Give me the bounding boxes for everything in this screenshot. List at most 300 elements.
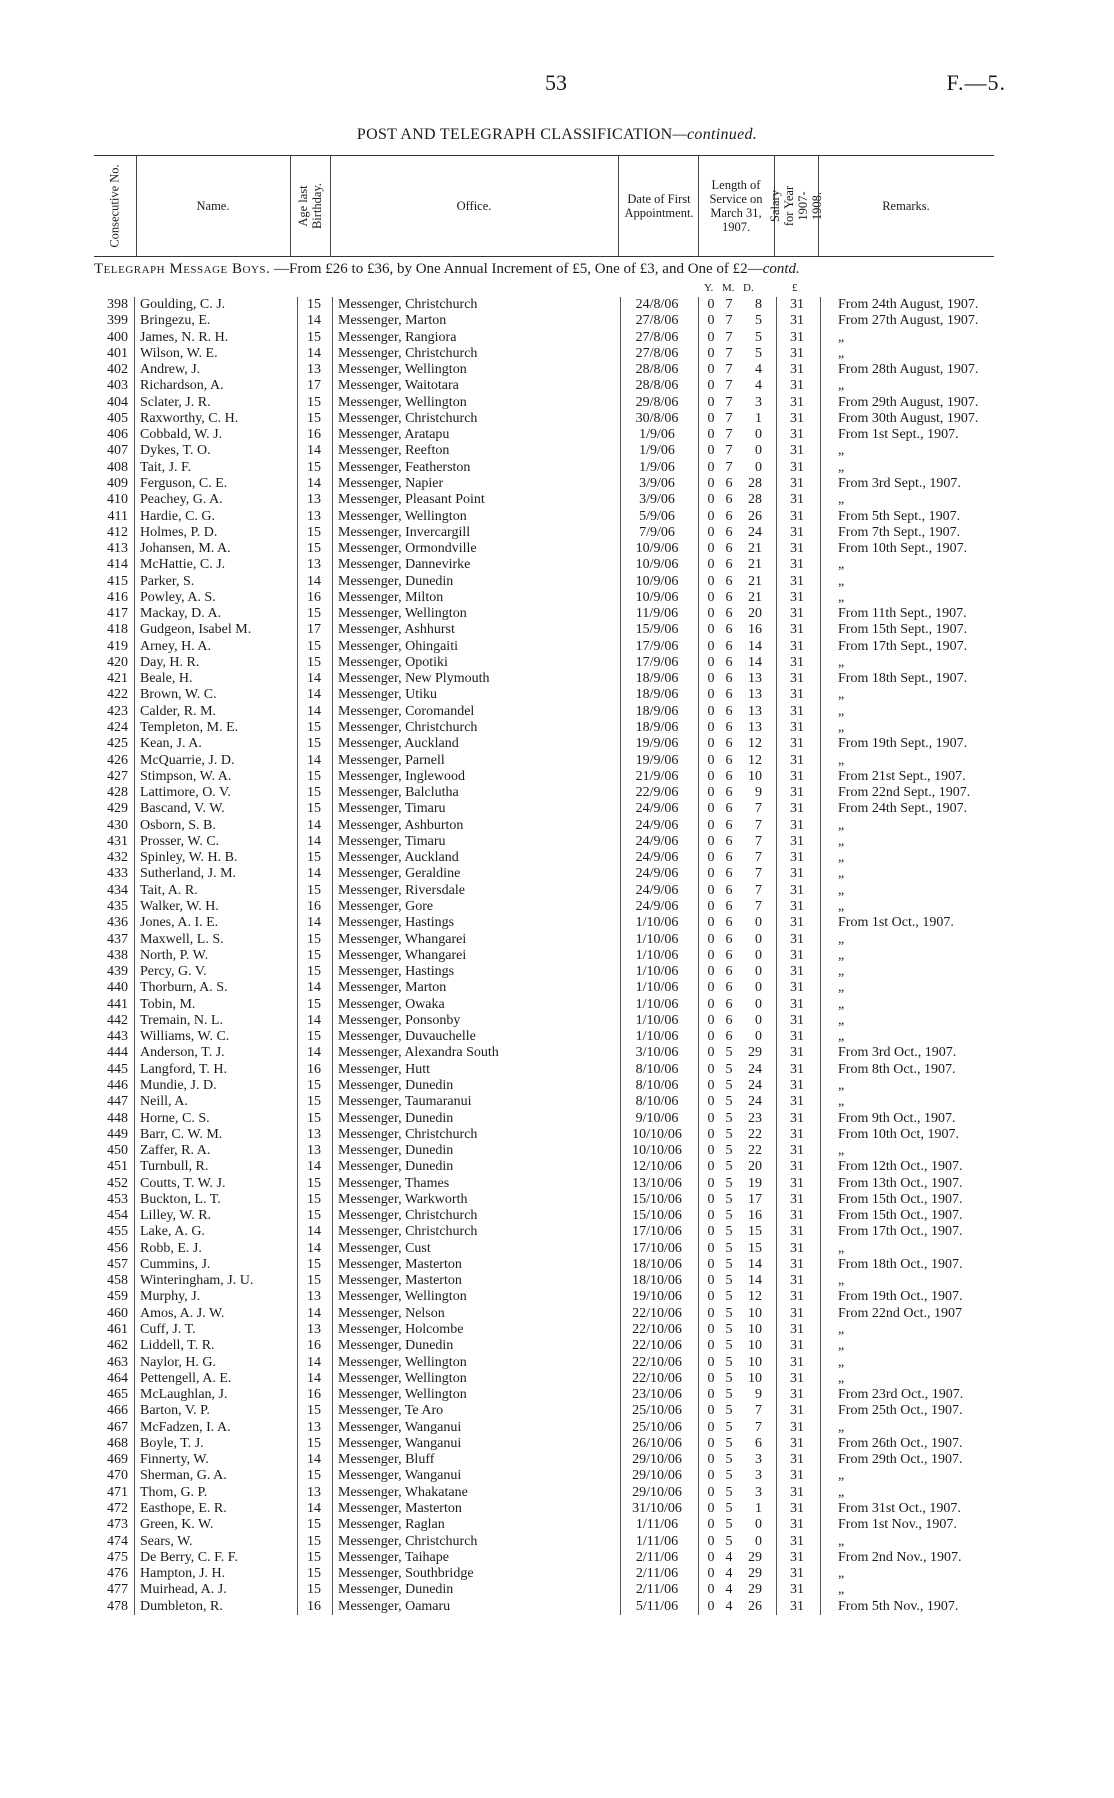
cell-age: 14 <box>307 1159 321 1175</box>
cell-name: Jones, A. I. E. <box>140 915 219 931</box>
cell-date: 17/10/06 <box>632 1224 682 1240</box>
cell-office: Messenger, Ponsonby <box>338 1012 461 1028</box>
cell-days: 0 <box>755 931 762 947</box>
cell-office: Messenger, Christchurch <box>338 1224 478 1240</box>
cell-months: 5 <box>725 1045 733 1061</box>
cell-age: 15 <box>307 606 321 622</box>
cell-days: 7 <box>755 833 762 849</box>
cell-age: 14 <box>307 1224 321 1240</box>
cell-no: 421 <box>107 671 128 687</box>
cell-office: Messenger, Taihape <box>338 1549 449 1565</box>
table-row <box>0 346 1114 362</box>
header-age: Age last Birthday. <box>296 182 324 230</box>
cell-no: 451 <box>107 1159 128 1175</box>
table-row <box>0 801 1114 817</box>
table-row <box>0 1029 1114 1045</box>
cell-remarks: „ <box>838 980 845 996</box>
cell-remarks: „ <box>838 931 845 947</box>
cell-office: Messenger, Invercargill <box>338 524 471 540</box>
cell-months: 6 <box>725 638 733 654</box>
cell-no: 464 <box>107 1370 128 1386</box>
cell-date: 27/8/06 <box>635 329 679 345</box>
cell-office: Messenger, Wellington <box>338 606 467 622</box>
cell-salary: 31 <box>790 1256 804 1272</box>
cell-name: Peachey, G. A. <box>140 492 223 508</box>
cell-no: 400 <box>107 329 128 345</box>
cell-date: 1/10/06 <box>635 964 679 980</box>
cell-salary: 31 <box>790 1517 804 1533</box>
cell-date: 28/8/06 <box>635 362 679 378</box>
cell-remarks: From 10th Sept., 1907. <box>838 541 968 557</box>
cell-office: Messenger, Geraldine <box>338 866 461 882</box>
title-continued: —continued. <box>672 126 758 143</box>
cell-name: Goulding, C. J. <box>140 297 226 312</box>
cell-remarks: „ <box>838 1419 845 1435</box>
cell-salary: 31 <box>790 768 804 784</box>
cell-salary: 31 <box>790 1468 804 1484</box>
cell-name: Hampton, J. H. <box>140 1566 226 1582</box>
cell-age: 14 <box>307 817 321 833</box>
cell-salary: 31 <box>790 329 804 345</box>
cell-office: Messenger, New Plymouth <box>338 671 490 687</box>
cell-age: 16 <box>307 427 321 443</box>
cell-salary: 31 <box>790 1403 804 1419</box>
table-row <box>0 1420 1114 1436</box>
cell-office: Messenger, Ormondville <box>338 541 477 557</box>
cell-months: 6 <box>725 964 733 980</box>
cell-months: 5 <box>725 1159 733 1175</box>
table-row <box>0 1322 1114 1338</box>
cell-remarks: „ <box>838 1566 845 1582</box>
cell-months: 6 <box>725 833 733 849</box>
cell-age: 15 <box>307 720 321 736</box>
cell-age: 13 <box>307 1419 321 1435</box>
cell-date: 10/9/06 <box>635 573 679 589</box>
cell-years: 0 <box>707 557 715 573</box>
cell-name: Richardson, A. <box>140 378 224 394</box>
cell-days: 12 <box>748 752 762 768</box>
cell-no: 402 <box>107 362 128 378</box>
cell-age: 14 <box>307 866 321 882</box>
cell-name: Horne, C. S. <box>140 1110 210 1126</box>
cell-name: Amos, A. J. W. <box>140 1305 225 1321</box>
cell-years: 0 <box>707 1419 715 1435</box>
cell-months: 7 <box>725 410 733 426</box>
cell-name: Easthope, E. R. <box>140 1500 227 1516</box>
cell-days: 10 <box>748 768 762 784</box>
cell-name: Tobin, M. <box>140 996 196 1012</box>
table-row <box>0 1468 1114 1484</box>
cell-office: Messenger, Bluff <box>338 1452 435 1468</box>
cell-days: 0 <box>755 427 762 443</box>
cell-salary: 31 <box>790 1240 804 1256</box>
cell-date: 8/10/06 <box>635 1094 679 1110</box>
cell-name: Walker, W. H. <box>140 898 219 914</box>
cell-date: 10/9/06 <box>635 589 679 605</box>
cell-no: 425 <box>107 736 128 752</box>
cell-months: 6 <box>725 703 733 719</box>
cell-age: 15 <box>307 1208 321 1224</box>
cell-years: 0 <box>707 1500 715 1516</box>
cell-salary: 31 <box>790 1322 804 1337</box>
cell-days: 24 <box>748 524 762 540</box>
cell-office: Messenger, Whangarei <box>338 947 467 963</box>
cell-months: 5 <box>725 1533 733 1549</box>
cell-days: 0 <box>755 964 762 980</box>
cell-date: 22/10/06 <box>632 1354 682 1370</box>
cell-remarks: „ <box>838 817 845 833</box>
cell-days: 7 <box>755 866 762 882</box>
cell-date: 3/10/06 <box>635 1045 679 1061</box>
cell-remarks: „ <box>838 1077 845 1093</box>
cell-date: 28/8/06 <box>635 378 679 394</box>
cell-age: 15 <box>307 297 321 312</box>
cell-months: 7 <box>725 394 733 410</box>
cell-no: 470 <box>107 1468 128 1484</box>
cell-remarks: „ <box>838 573 845 589</box>
cell-name: Parker, S. <box>140 573 195 589</box>
cell-remarks: „ <box>838 1143 845 1159</box>
cell-years: 0 <box>707 687 715 703</box>
cell-age: 14 <box>307 345 321 361</box>
cell-salary: 31 <box>790 801 804 817</box>
cell-office: Messenger, Te Aro <box>338 1403 444 1419</box>
cell-salary: 31 <box>790 541 804 557</box>
cell-age: 17 <box>307 622 321 638</box>
cell-office: Messenger, Timaru <box>338 833 446 849</box>
cell-years: 0 <box>707 703 715 719</box>
cell-days: 1 <box>755 1500 762 1516</box>
cell-days: 21 <box>748 573 762 589</box>
cell-salary: 31 <box>790 427 804 443</box>
cell-date: 18/9/06 <box>635 720 679 736</box>
cell-remarks: „ <box>838 654 845 670</box>
table-row <box>0 1566 1114 1582</box>
cell-no: 419 <box>107 638 128 654</box>
cell-no: 463 <box>107 1354 128 1370</box>
cell-remarks: From 17th Sept., 1907. <box>838 638 968 654</box>
cell-salary: 31 <box>790 1289 804 1305</box>
cell-no: 452 <box>107 1175 128 1191</box>
cell-no: 410 <box>107 492 128 508</box>
cell-months: 5 <box>725 1354 733 1370</box>
cell-days: 6 <box>755 1435 762 1451</box>
table-row <box>0 1192 1114 1208</box>
cell-salary: 31 <box>790 915 804 931</box>
cell-years: 0 <box>707 1094 715 1110</box>
cell-age: 15 <box>307 964 321 980</box>
cell-remarks: From 1st Oct., 1907. <box>838 915 954 931</box>
cell-age: 15 <box>307 394 321 410</box>
cell-days: 10 <box>748 1338 762 1354</box>
cell-date: 22/10/06 <box>632 1322 682 1337</box>
cell-remarks: From 5th Nov., 1907. <box>838 1598 959 1614</box>
table-row <box>0 899 1114 915</box>
cell-no: 401 <box>107 345 128 361</box>
cell-date: 8/10/06 <box>635 1061 679 1077</box>
cell-months: 4 <box>725 1549 733 1565</box>
cell-years: 0 <box>707 329 715 345</box>
cell-salary: 31 <box>790 785 804 801</box>
cell-months: 6 <box>725 654 733 670</box>
cell-salary: 31 <box>790 850 804 866</box>
cell-no: 454 <box>107 1208 128 1224</box>
cell-no: 475 <box>107 1549 128 1565</box>
cell-days: 3 <box>755 1468 762 1484</box>
cell-no: 456 <box>107 1240 128 1256</box>
cell-office: Messenger, Wellington <box>338 1387 467 1403</box>
cell-office: Messenger, Balclutha <box>338 785 459 801</box>
table-row <box>0 1582 1114 1598</box>
cell-office: Messenger, Wellington <box>338 508 467 524</box>
table-row <box>0 1062 1114 1078</box>
cell-date: 25/10/06 <box>632 1419 682 1435</box>
cell-days: 21 <box>748 557 762 573</box>
cell-age: 15 <box>307 1533 321 1549</box>
table-row <box>0 818 1114 834</box>
cell-date: 18/9/06 <box>635 703 679 719</box>
cell-date: 1/11/06 <box>635 1517 679 1533</box>
table-row <box>0 1111 1114 1127</box>
unit-years: Y. <box>704 282 714 294</box>
cell-years: 0 <box>707 508 715 524</box>
cell-remarks: „ <box>838 1533 845 1549</box>
cell-age: 15 <box>307 882 321 898</box>
unit-days: D. <box>743 282 754 294</box>
cell-office: Messenger, Warkworth <box>338 1191 468 1207</box>
cell-days: 7 <box>755 850 762 866</box>
table-row <box>0 492 1114 508</box>
cell-days: 8 <box>755 297 762 312</box>
cell-name: Maxwell, L. S. <box>140 931 224 947</box>
cell-name: Coutts, T. W. J. <box>140 1175 226 1191</box>
cell-days: 13 <box>748 671 762 687</box>
cell-date: 1/10/06 <box>635 947 679 963</box>
cell-date: 18/10/06 <box>632 1273 682 1289</box>
cell-office: Messenger, Milton <box>338 589 444 605</box>
cell-remarks: „ <box>838 345 845 361</box>
table-row <box>0 330 1114 346</box>
cell-age: 14 <box>307 313 321 329</box>
cell-name: Day, H. R. <box>140 654 200 670</box>
cell-no: 413 <box>107 541 128 557</box>
cell-no: 398 <box>107 297 128 312</box>
table-row <box>0 720 1114 736</box>
table-row <box>0 980 1114 996</box>
cell-years: 0 <box>707 362 715 378</box>
cell-age: 14 <box>307 833 321 849</box>
cell-date: 30/8/06 <box>635 410 679 426</box>
cell-name: Thom, G. P. <box>140 1484 208 1500</box>
cell-date: 10/10/06 <box>632 1143 682 1159</box>
cell-date: 22/10/06 <box>632 1338 682 1354</box>
cell-office: Messenger, Whakatane <box>338 1484 468 1500</box>
table-row <box>0 443 1114 459</box>
cell-no: 472 <box>107 1500 128 1516</box>
cell-days: 0 <box>755 1517 762 1533</box>
cell-years: 0 <box>707 720 715 736</box>
cell-age: 15 <box>307 801 321 817</box>
cell-age: 15 <box>307 1273 321 1289</box>
cell-name: Kean, J. A. <box>140 736 202 752</box>
cell-months: 5 <box>725 1224 733 1240</box>
cell-days: 24 <box>748 1077 762 1093</box>
cell-remarks: From 5th Sept., 1907. <box>838 508 961 524</box>
table-row <box>0 1241 1114 1257</box>
cell-date: 29/8/06 <box>635 394 679 410</box>
cell-days: 16 <box>748 622 762 638</box>
cell-days: 21 <box>748 541 762 557</box>
unit-pound: £ <box>792 282 798 294</box>
cell-date: 11/9/06 <box>635 606 679 622</box>
table-row <box>0 460 1114 476</box>
cell-months: 5 <box>725 1435 733 1451</box>
cell-months: 5 <box>725 1273 733 1289</box>
cell-office: Messenger, Masterton <box>338 1256 462 1272</box>
cell-no: 406 <box>107 427 128 443</box>
cell-days: 0 <box>755 459 762 475</box>
cell-age: 14 <box>307 687 321 703</box>
cell-age: 14 <box>307 1240 321 1256</box>
cell-years: 0 <box>707 1370 715 1386</box>
cell-office: Messenger, Christchurch <box>338 1126 478 1142</box>
cell-salary: 31 <box>790 1387 804 1403</box>
table-row <box>0 313 1114 329</box>
cell-date: 9/10/06 <box>635 1110 679 1126</box>
cell-date: 29/10/06 <box>632 1452 682 1468</box>
cell-months: 4 <box>725 1598 733 1614</box>
cell-name: Sears, W. <box>140 1533 193 1549</box>
cell-no: 414 <box>107 557 128 573</box>
cell-days: 13 <box>748 720 762 736</box>
cell-no: 426 <box>107 752 128 768</box>
cell-remarks: From 1st Nov., 1907. <box>838 1517 957 1533</box>
cell-years: 0 <box>707 1452 715 1468</box>
cell-name: Sutherland, J. M. <box>140 866 237 882</box>
cell-name: Cuff, J. T. <box>140 1322 196 1337</box>
cell-months: 6 <box>725 589 733 605</box>
cell-office: Messenger, Christchurch <box>338 345 478 361</box>
cell-salary: 31 <box>790 313 804 329</box>
cell-years: 0 <box>707 1110 715 1126</box>
cell-salary: 31 <box>790 1598 804 1614</box>
cell-days: 14 <box>748 638 762 654</box>
page-reference: F.—5. <box>946 70 1006 95</box>
cell-salary: 31 <box>790 508 804 524</box>
cell-months: 5 <box>725 1370 733 1386</box>
cell-remarks: „ <box>838 996 845 1012</box>
table-row <box>0 1599 1114 1615</box>
cell-days: 0 <box>755 1533 762 1549</box>
cell-office: Messenger, Hastings <box>338 915 455 931</box>
cell-months: 5 <box>725 1305 733 1321</box>
cell-office: Messenger, Southbridge <box>338 1566 474 1582</box>
table-row <box>0 622 1114 638</box>
cell-office: Messenger, Christchurch <box>338 1533 478 1549</box>
cell-days: 5 <box>755 313 762 329</box>
cell-years: 0 <box>707 394 715 410</box>
cell-office: Messenger, Marton <box>338 980 447 996</box>
cell-remarks: From 15th Sept., 1907. <box>838 622 968 638</box>
cell-months: 6 <box>725 850 733 866</box>
cell-salary: 31 <box>790 1224 804 1240</box>
cell-date: 1/10/06 <box>635 1012 679 1028</box>
cell-office: Messenger, Auckland <box>338 850 459 866</box>
cell-salary: 31 <box>790 1435 804 1451</box>
cell-years: 0 <box>707 1484 715 1500</box>
cell-date: 1/9/06 <box>639 459 675 475</box>
cell-days: 0 <box>755 947 762 963</box>
cell-salary: 31 <box>790 1500 804 1516</box>
cell-months: 6 <box>725 817 733 833</box>
cell-remarks: From 19th Sept., 1907. <box>838 736 968 752</box>
cell-salary: 31 <box>790 410 804 426</box>
cell-months: 6 <box>725 475 733 491</box>
cell-salary: 31 <box>790 1208 804 1224</box>
table-row <box>0 1289 1114 1305</box>
cell-years: 0 <box>707 980 715 996</box>
cell-remarks: From 11th Sept., 1907. <box>838 606 967 622</box>
table-row <box>0 297 1114 313</box>
cell-date: 18/9/06 <box>635 671 679 687</box>
cell-remarks: From 8th Oct., 1907. <box>838 1061 956 1077</box>
table-row <box>0 1501 1114 1517</box>
cell-date: 24/8/06 <box>635 297 679 312</box>
cell-years: 0 <box>707 964 715 980</box>
cell-no: 399 <box>107 313 128 329</box>
cell-years: 0 <box>707 638 715 654</box>
cell-remarks: From 18th Oct., 1907. <box>838 1256 963 1272</box>
cell-office: Messenger, Cust <box>338 1240 431 1256</box>
cell-years: 0 <box>707 1549 715 1565</box>
cell-name: Mackay, D. A. <box>140 606 222 622</box>
cell-no: 466 <box>107 1403 128 1419</box>
cell-no: 412 <box>107 524 128 540</box>
cell-age: 15 <box>307 1175 321 1191</box>
cell-office: Messenger, Hastings <box>338 964 455 980</box>
table-row <box>0 915 1114 931</box>
cell-years: 0 <box>707 785 715 801</box>
cell-office: Messenger, Dunedin <box>338 1077 454 1093</box>
cell-age: 15 <box>307 1517 321 1533</box>
cell-office: Messenger, Duvauchelle <box>338 1029 476 1045</box>
cell-age: 14 <box>307 915 321 931</box>
cell-days: 10 <box>748 1322 762 1337</box>
cell-remarks: From 10th Oct, 1907. <box>838 1126 959 1142</box>
cell-years: 0 <box>707 1322 715 1337</box>
cell-no: 433 <box>107 866 128 882</box>
cell-name: Lilley, W. R. <box>140 1208 212 1224</box>
cell-months: 5 <box>725 1468 733 1484</box>
cell-days: 16 <box>748 1208 762 1224</box>
cell-years: 0 <box>707 1273 715 1289</box>
cell-age: 15 <box>307 1435 321 1451</box>
cell-remarks: From 29th August, 1907. <box>838 394 979 410</box>
cell-age: 14 <box>307 752 321 768</box>
cell-date: 1/11/06 <box>635 1533 679 1549</box>
cell-office: Messenger, Dunedin <box>338 1159 454 1175</box>
cell-months: 5 <box>725 1387 733 1403</box>
cell-office: Messenger, Gore <box>338 898 434 914</box>
cell-days: 0 <box>755 443 762 459</box>
cell-name: Anderson, T. J. <box>140 1045 225 1061</box>
cell-office: Messenger, Ohingaiti <box>338 638 458 654</box>
cell-days: 24 <box>748 1094 762 1110</box>
cell-no: 416 <box>107 589 128 605</box>
cell-months: 5 <box>725 1191 733 1207</box>
cell-name: Dykes, T. O. <box>140 443 211 459</box>
cell-salary: 31 <box>790 703 804 719</box>
